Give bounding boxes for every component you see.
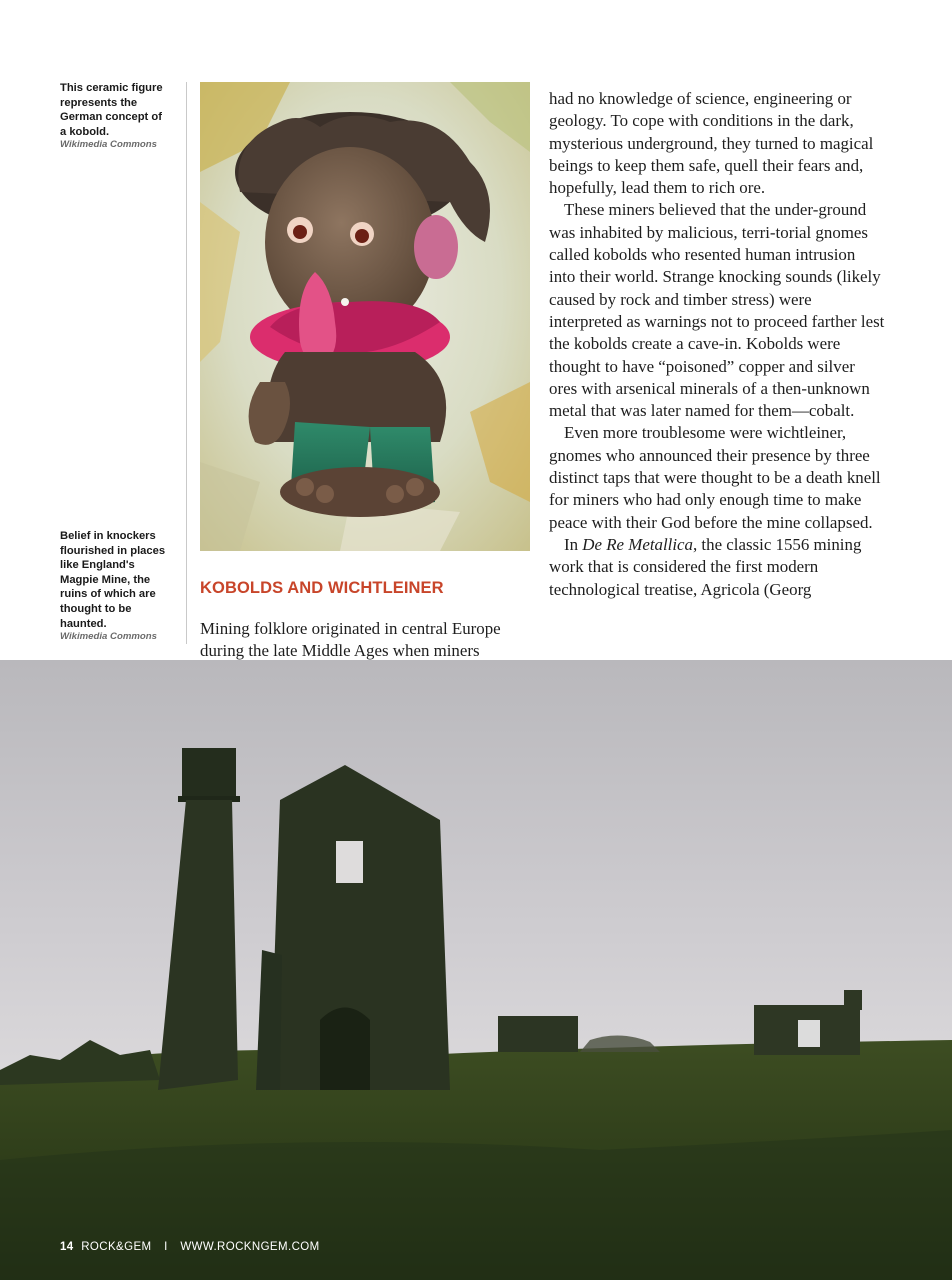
caption-knockers-credit: Wikimedia Commons <box>60 631 157 643</box>
caption-knockers-text: Belief in knockers flourished in places like England's Magpie Mine, the ruins of which are thought to be haunted. <box>60 530 166 630</box>
paragraph-4 <box>549 534 885 601</box>
magpie-mine-photo <box>0 660 952 1280</box>
paragraph-4-lead: In <box>564 534 583 554</box>
paragraph-3: Even more troublesome were wichtleiner, gnomes who announced their presence by three distinct taps that were thought to be a death knell for miners who had only enough time to make peace with their God before the mine collapsed. <box>549 423 881 532</box>
paragraph-4-rest: , the classic 1556 mining work that is considered the first modern technological treatise, Agricola (Georg <box>549 534 862 599</box>
kobold-figure-image <box>200 82 530 551</box>
magazine-website: WWW.ROCKNGEM.COM <box>180 1241 320 1253</box>
caption-kobold-credit: Wikimedia Commons <box>60 139 157 151</box>
caption-knockers <box>60 529 170 643</box>
magazine-name: ROCK&GEM <box>81 1241 152 1253</box>
magpie-mine-image <box>0 660 952 1280</box>
section-heading: KOBOLDS AND WICHTLEINER <box>200 579 444 597</box>
paragraph-1: had no knowledge of science, engineering or geology. To cope with conditions in the dark, mysterious underground, they turned to magical beings to keep them safe, quell their fears and, hopefully, lead them to rich ore. <box>549 89 874 198</box>
intro-paragraph: Mining folklore originated in central Europe during the late Middle Ages when miners <box>200 618 501 661</box>
caption-divider <box>186 82 187 644</box>
page-footer <box>60 1241 320 1253</box>
page-number: 14 <box>60 1241 74 1253</box>
article-column-right <box>549 88 885 601</box>
paragraph-2: These miners believed that the under-ground was inhabited by malicious, terri-torial gnomes called kobolds who resented human intrusion into their world. Strange knocking sounds (likely caused by rock and timber stress) were interpreted as warnings not to proceed farther lest the kobolds create a cave-in. Kobolds were thought to have “poisoned” copper and silver ores with arsenical minerals of a then-unknown metal that was later named for them—cobalt. <box>549 200 885 421</box>
caption-kobold-text: This ceramic figure represents the German concept of a kobold. <box>60 82 163 138</box>
kobold-figure-photo <box>200 82 530 551</box>
caption-kobold <box>60 81 170 151</box>
book-title: De Re Metallica <box>582 534 693 554</box>
footer-separator: I <box>164 1241 168 1253</box>
